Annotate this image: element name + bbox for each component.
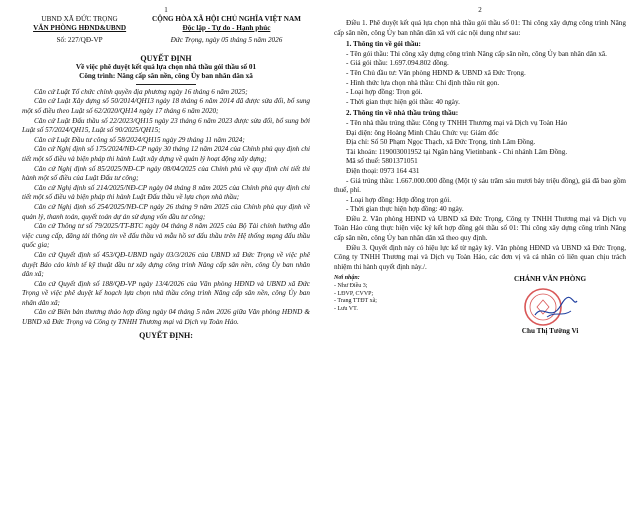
signer-role: CHÁNH VĂN PHÒNG <box>514 275 587 284</box>
page-number: 2 <box>478 6 482 14</box>
number-date-row <box>22 36 310 46</box>
legal-basis: Căn cứ Luật Đấu thầu số 22/2023/QH15 ngày 23 tháng 6 năm 2023 được sửa đổi, bổ sung bởi Luật số 57/2024/QH15, Luật số 90/2025/QH15; <box>22 116 310 135</box>
legal-basis: Căn cứ Luật Đầu tư công số 58/2024/QH15 ngày 29 tháng 11 năm 2024; <box>34 135 245 144</box>
national-motto <box>143 15 310 33</box>
recipient-item: - LĐVP, CVVP; <box>334 290 374 297</box>
article-1-intro: Điều 1. Phê duyệt kết quả lựa chọn nhà thầu gói thầu số 01: Thi công xây dựng công trình Nâng cấp sân nền, công Ủy ban nhân dân xã với các nội dung như sau: <box>334 19 626 37</box>
recipient-item: - Như Điều 3; <box>334 283 368 290</box>
decides-heading: QUYẾT ĐỊNH: <box>139 330 193 340</box>
seal-icon <box>517 287 583 327</box>
section-1-item: - Loại hợp đồng: Trọn gói. <box>346 88 423 97</box>
section-1-item: - Hình thức lựa chọn nhà thầu: Chỉ định thầu rút gọn. <box>346 78 500 87</box>
article-2: Điều 2. Văn phòng HĐND và UBND xã Đức Trọng, Công ty TNHH Thương mại và Dịch vụ Toàn Hảo cùng thực hiện việc ký kết hợp đồng gói thầu số 01: Thi công xây dựng công trình Nâng cấp sân nền, công Ủy ban nhân dân xã theo quy định. <box>334 214 626 243</box>
legal-basis: Căn cứ Quyết định số 188/QĐ-VP ngày 13/4/2026 của Văn phòng HĐND và UBND xã Đức Trọng về việc phê duyệt kế hoạch lựa chọn nhà thầu công trình Nâng cấp sân nền, công Ủy ban nhân dân xã; <box>22 279 310 307</box>
legal-basis: Căn cứ Quyết định số 453/QĐ-UBND ngày 03/3/2026 của UBND xã Đức Trọng về việc phê duyệt Báo cáo kinh tế kỹ thuật đầu tư xây dựng công trình Nâng cấp sân nền, công Ủy ban nhân dân xã; <box>22 250 310 279</box>
article-3: Điều 3. Quyết định này có hiệu lực kể từ ngày ký. Văn phòng HĐND và UBND xã Đức Trọng, Công ty TNHH Thương mại và Dịch vụ Toàn Hảo, các đơn vị và cá nhân có liên quan chịu trách nhiệm thi hành quyết định này./. <box>334 243 626 271</box>
document-subtitle-2: Công trình: Nâng cấp sân nền, công Ủy ban nhân dân xã <box>79 72 253 81</box>
legal-basis: Căn cứ Nghị định số 175/2024/NĐ-CP ngày 30 tháng 12 năm 2024 của Chính phủ quy định chi tiết một số điều và biện pháp thi hành Luật xây dựng về quản lý hoạt động xây dựng; <box>22 145 310 163</box>
legal-basis: Căn cứ Luật Tổ chức chính quyền địa phương ngày 16 tháng 6 năm 2025; <box>34 87 248 96</box>
motto-line-1: CỘNG HÒA XÃ HỘI CHỦ NGHĨA VIỆT NAM <box>152 15 301 23</box>
signature-block <box>474 275 626 336</box>
legal-basis: Căn cứ Thông tư số 79/2025/TT-BTC ngày 04 tháng 8 năm 2025 của Bộ Tài chính hướng dẫn việc cung cấp, đăng tải thông tin về đấu thầu và mẫu hồ sơ đấu thầu trên Hệ thống mạng đấu thầu quốc gia; <box>22 222 310 250</box>
issuing-agency <box>22 15 137 33</box>
section-1-item: - Giá gói thầu: 1.697.094.802 đồng. <box>346 59 449 68</box>
section-2-item: - Thời gian thực hiện hợp đồng: 40 ngày. <box>346 205 464 214</box>
recipient-item: - Trang TTĐT xã; <box>334 298 377 305</box>
section-1-title: 1. Thông tin về gói thầu: <box>346 40 421 49</box>
agency-line-1: UBND XÃ ĐỨC TRỌNG <box>41 15 118 23</box>
legal-basis: Căn cứ Nghị định số 214/2025/NĐ-CP ngày 04 tháng 8 năm 2025 của Chính phủ quy định chi tiết một số điều và biện pháp thi hành Luật Đấu thầu về lựa chọn nhà thầu; <box>22 183 310 202</box>
recipients-block <box>334 275 465 336</box>
legal-basis: Căn cứ Nghị định số 254/2025/NĐ-CP ngày 26 tháng 9 năm 2025 của Chính phủ quy định về quản lý, thanh toán, quyết toán dự án sử dụng vốn đầu tư công; <box>22 202 310 221</box>
section-2-title: 2. Thông tin về nhà thầu trúng thầu: <box>346 109 459 118</box>
title-divider <box>136 84 196 85</box>
section-2-item: - Giá trúng thầu: 1.667.000.000 đồng (Một tỷ sáu trăm sáu mươi bảy triệu đồng), giá đã bao gồm thuế, phí. <box>334 176 626 195</box>
page-number: 1 <box>164 6 168 14</box>
section-2-item: Tài khoản: 119003001952 tại Ngân hàng Vietinbank - Chi nhánh Lâm Đồng. <box>346 147 568 156</box>
page-2 <box>320 0 640 512</box>
legal-basis: Căn cứ Luật Xây dựng số 50/2014/QH13 ngày 18 tháng 6 năm 2014 đã được sửa đổi, bổ sung một số điều theo Luật số 62/2020/QH14 ngày 17 tháng 6 năm 2020; <box>22 97 310 115</box>
section-2-item: Điện thoại: 0973 164 431 <box>346 166 420 175</box>
official-seal-and-signature <box>517 287 583 327</box>
section-2-item: Địa chỉ: Số 50 Phạm Ngọc Thạch, xã Đức Trọng, tỉnh Lâm Đồng. <box>346 138 536 147</box>
legal-basis: Căn cứ Nghị định số 85/2025/NĐ-CP ngày 08/04/2025 của Chính phủ về quy định chi tiết thi hành một số điều của Luật Đấu tư công; <box>22 164 310 183</box>
agency-line-2: VĂN PHÒNG HĐND&UBND <box>33 24 127 32</box>
document-subtitle-1: Về việc phê duyệt kết quả lựa chọn nhà thầu gói thầu số 01 <box>75 63 257 71</box>
legal-bases <box>22 88 310 328</box>
legal-basis: Căn cứ Biên bản thương thảo hợp đồng ngày 04 tháng 5 năm 2026 giữa Văn phòng HĐND & UBND xã Đức Trọng và Công ty TNHH Thương mại và Dịch vụ Toàn Hảo. <box>22 308 310 327</box>
section-2-item: - Loại hợp đồng: Hợp đồng trọn gói. <box>346 195 452 204</box>
section-1-item: - Tên gói thầu: Thi công xây dựng công trình Nâng cấp sân nền, công Ủy ban nhân dân xã. <box>346 49 607 58</box>
section-1-item: - Tên Chủ đầu tư: Văn phòng HĐND & UBND xã Đức Trọng. <box>346 68 526 77</box>
section-2-item: Mã số thuế: 5801371051 <box>346 157 418 166</box>
document-title: QUYẾT ĐỊNH <box>140 53 192 63</box>
recipients-label: Nơi nhận: <box>334 275 360 282</box>
document-date: Đức Trọng, ngày 05 tháng 5 năm 2026 <box>170 36 283 44</box>
recipient-item: - Lưu VT. <box>334 305 358 312</box>
section-1-item: - Thời gian thực hiện gói thầu: 40 ngày. <box>346 97 460 106</box>
motto-line-2: Độc lập - Tự do - Hạnh phúc <box>182 24 271 32</box>
signature-row <box>334 275 626 336</box>
section-2-item: Đại diện: ông Hoàng Minh Châu Chức vụ: Giám đốc <box>346 128 499 137</box>
document-number: Số: 227/QĐ-VP <box>56 36 103 44</box>
page-1 <box>0 0 318 512</box>
signer-name: Chu Thị Tường Vi <box>521 327 579 336</box>
section-2-item: - Tên nhà thầu trúng thầu: Công ty TNHH Thương mại và Dịch vụ Toàn Hảo <box>346 118 568 127</box>
document-header <box>22 15 310 33</box>
